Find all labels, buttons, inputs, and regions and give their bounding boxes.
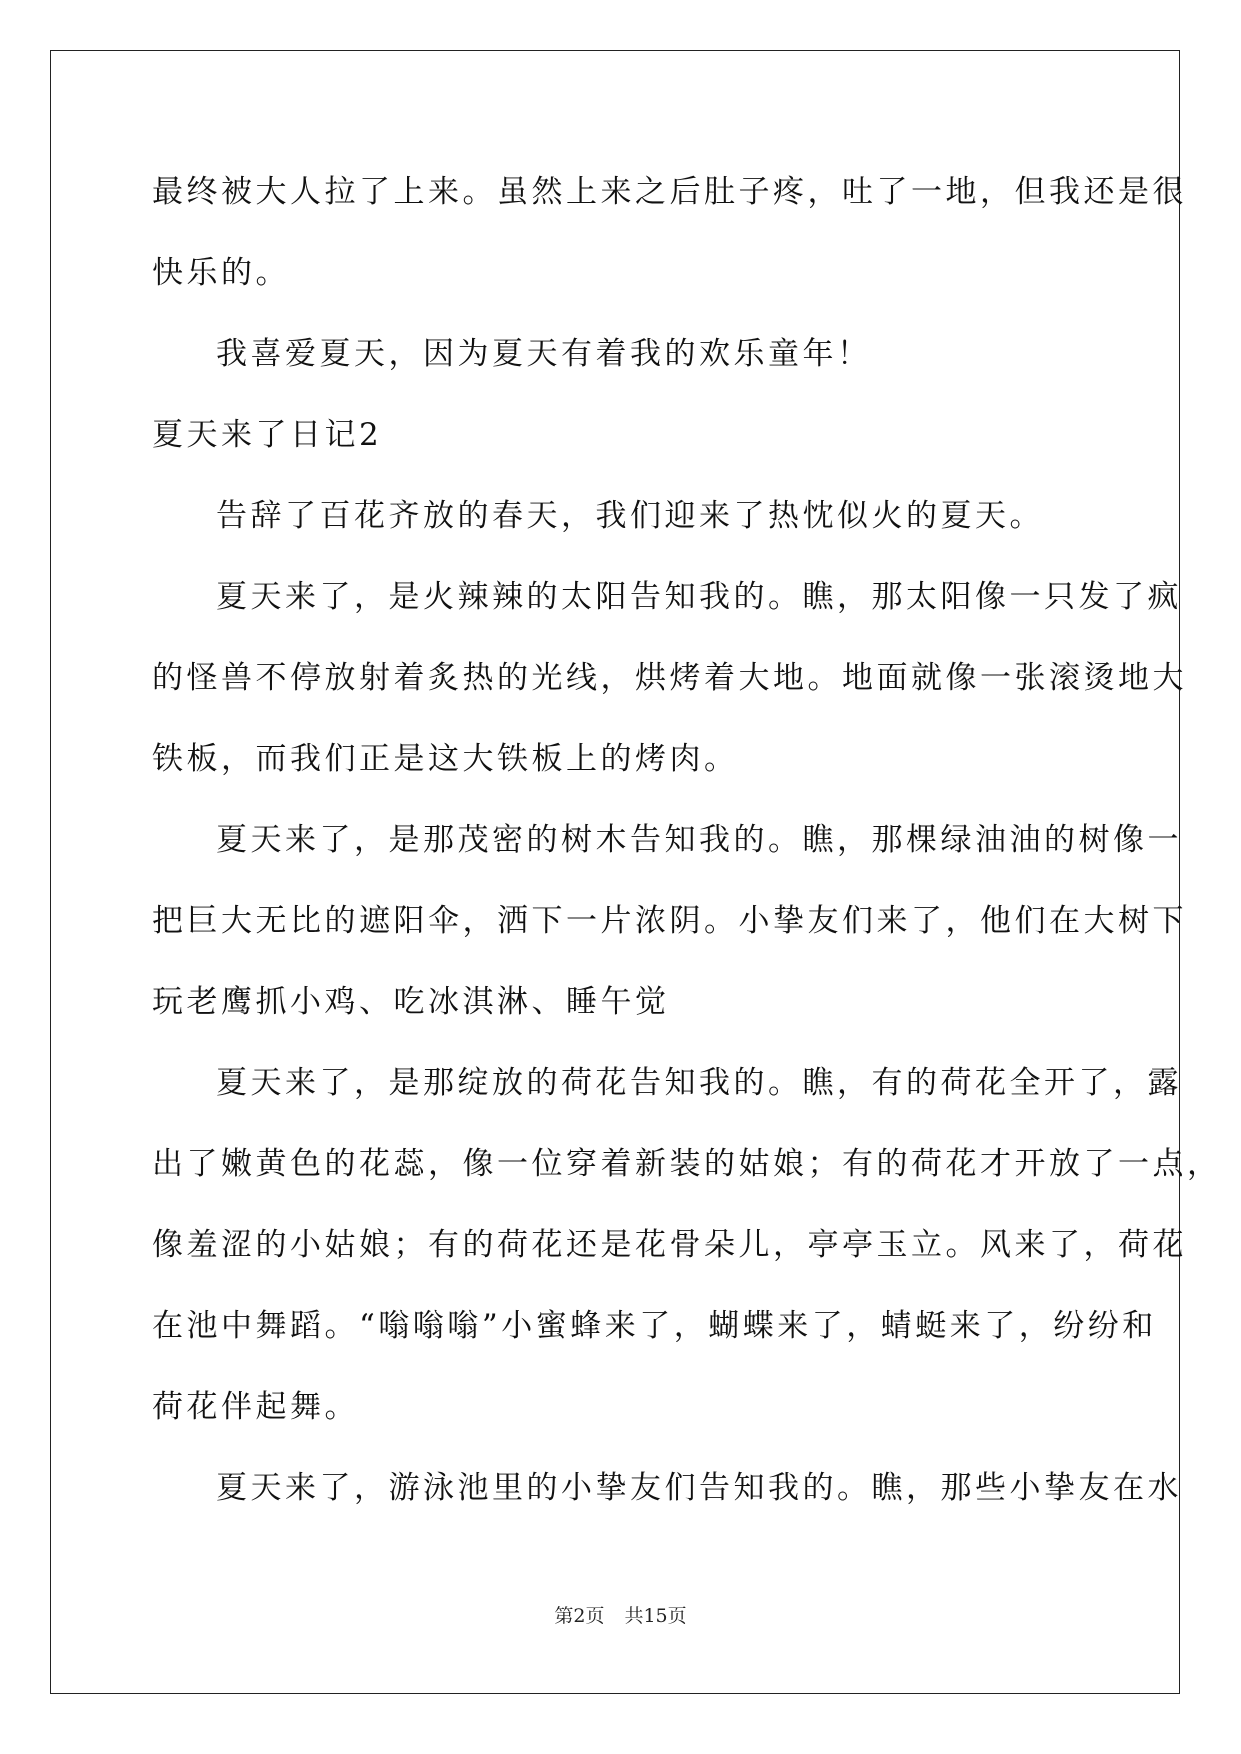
paragraph-line: 夏天来了，是那茂密的树木告知我的。瞧，那棵绿油油的树像一 <box>216 822 1182 858</box>
text-line: 出了嫩黄色的花蕊，像一位穿着新装的姑娘；有的荷花才开放了一点， <box>152 1146 1222 1182</box>
text-line: 把巨大无比的遮阳伞，洒下一片浓阴。小挚友们来了，他们在大树下 <box>152 903 1187 939</box>
page-footer <box>0 1604 1241 1628</box>
paragraph-line: 夏天来了，是那绽放的荷花告知我的。瞧，有的荷花全开了，露 <box>216 1065 1182 1101</box>
page-number: 第2页 <box>554 1605 605 1627</box>
text-line: 铁板，而我们正是这大铁板上的烤肉。 <box>152 741 739 777</box>
paragraph-line: 告辞了百花齐放的春天，我们迎来了热忱似火的夏天。 <box>216 498 1044 534</box>
text-line: 最终被大人拉了上来。虽然上来之后肚子疼，吐了一地，但我还是很 <box>152 174 1187 210</box>
paragraph-line: 夏天来了，游泳池里的小挚友们告知我的。瞧，那些小挚友在水 <box>216 1470 1182 1506</box>
paragraph-line: 夏天来了，是火辣辣的太阳告知我的。瞧，那太阳像一只发了疯 <box>216 579 1182 615</box>
paragraph-line: 我喜爱夏天，因为夏天有着我的欢乐童年！ <box>216 336 872 372</box>
page-total: 共15页 <box>624 1605 687 1627</box>
text-line: 像羞涩的小姑娘；有的荷花还是花骨朵儿，亭亭玉立。风来了，荷花 <box>152 1227 1187 1263</box>
text-line: 在池中舞蹈。“嗡嗡嗡”小蜜蜂来了，蝴蝶来了，蜻蜓来了，纷纷和 <box>152 1308 1157 1344</box>
text-line: 荷花伴起舞。 <box>152 1389 359 1425</box>
section-title: 夏天来了日记2 <box>152 417 383 453</box>
document-body <box>152 152 1222 1529</box>
text-line: 玩老鹰抓小鸡、吃冰淇淋、睡午觉 <box>152 984 670 1020</box>
text-line: 快乐的。 <box>152 255 290 291</box>
text-line: 的怪兽不停放射着炙热的光线，烘烤着大地。地面就像一张滚烫地大 <box>152 660 1187 696</box>
